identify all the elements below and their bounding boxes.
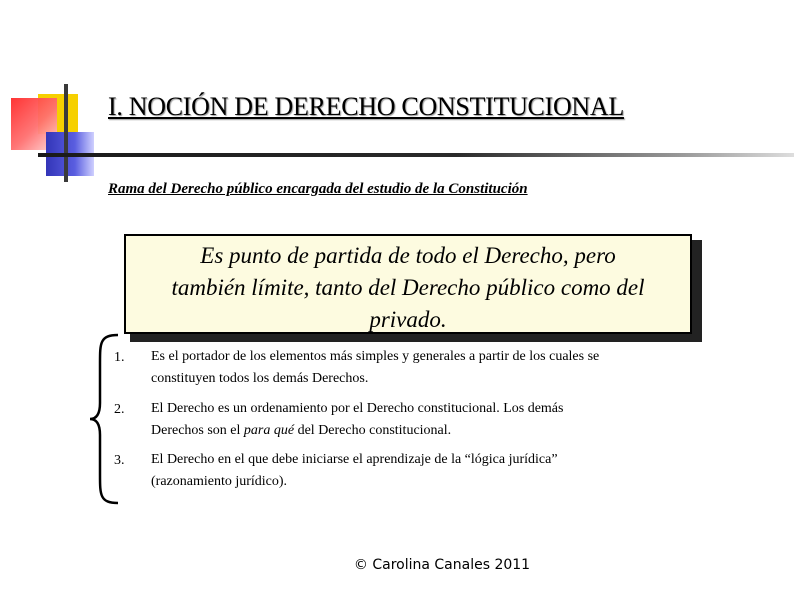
- list-item-italic-text: para qué: [243, 423, 295, 438]
- list-item-number: 3.: [114, 453, 125, 468]
- list-item-number: 1.: [114, 350, 125, 365]
- footer-copyright: © Carolina Canales 2011: [353, 557, 531, 573]
- subtitle: Rama del Derecho público encargada del estudio de la Constitución: [108, 181, 528, 197]
- title-underline-rule: [38, 153, 794, 157]
- page-title: I. NOCIÓN DE DERECHO CONSTITUCIONAL: [108, 92, 624, 121]
- list-item-line: El Derecho en el que debe iniciarse el aprendizaje de la “lógica jurídica”: [151, 452, 558, 467]
- list-item-number: 2.: [114, 402, 125, 417]
- highlight-line-3: privado.: [369, 307, 447, 332]
- list-item-text: Derechos son el: [151, 423, 244, 438]
- list-item: [151, 398, 711, 442]
- highlight-line-2: también límite, tanto del Derecho público como del: [171, 275, 645, 300]
- list-item-line: Es el portador de los elementos más simples y generales a partir de los cuales se: [151, 349, 600, 364]
- highlight-box: [124, 234, 692, 334]
- list-item-line: El Derecho es un ordenamiento por el Derecho constitucional. Los demás: [151, 401, 564, 416]
- list-item: [151, 449, 711, 493]
- highlight-line-1: Es punto de partida de todo el Derecho, pero: [200, 243, 616, 268]
- list-item: [151, 346, 711, 390]
- list-item-line: (razonamiento jurídico).: [151, 474, 288, 489]
- list-item-text: del Derecho constitucional.: [294, 423, 452, 438]
- list-item-line: [151, 420, 711, 442]
- logo-vertical-line: [64, 84, 68, 182]
- list-item-line: constituyen todos los demás Derechos.: [151, 371, 369, 386]
